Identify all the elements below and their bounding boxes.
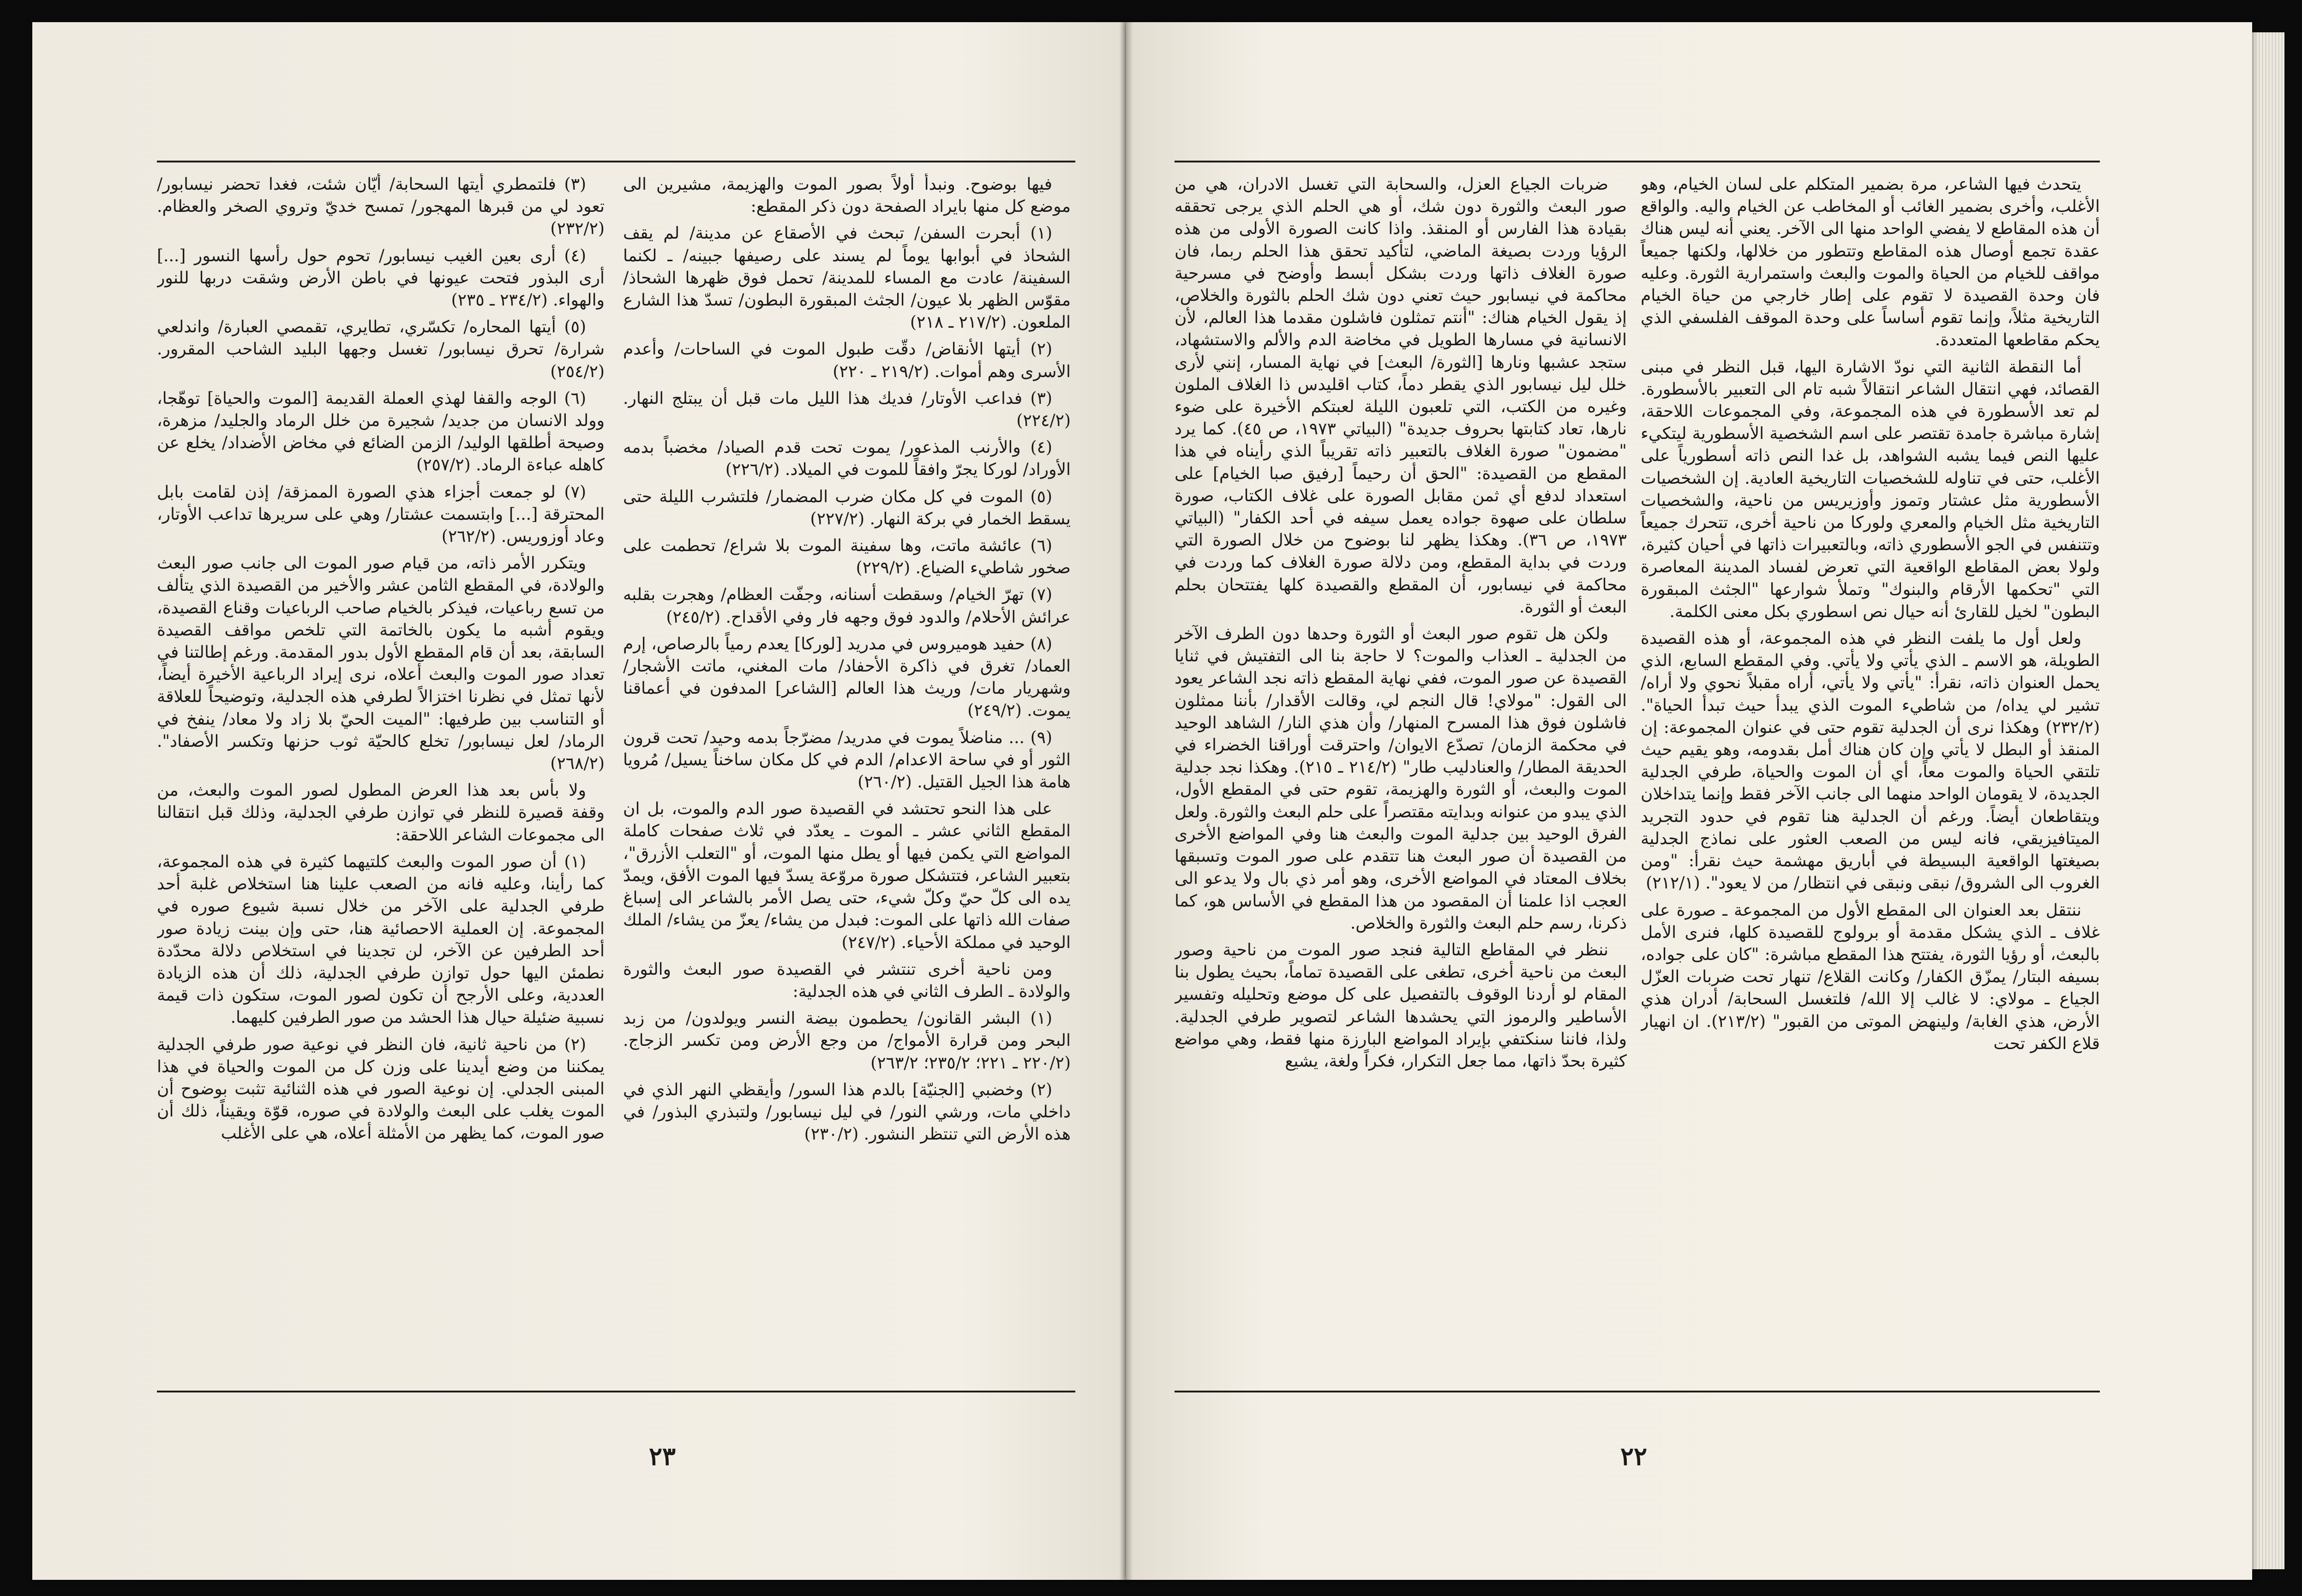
right-page-column-right: [1641, 174, 2100, 1383]
paragraph: (٣) فلتمطري أيتها السحابة/ أيّان شئت، فغدا تحضر نيسابور/ تعود لي من قبرها المهجور/ تمسح خديّ وتروي الصخر والعظام. (٢٣٢/٢): [157, 175, 605, 239]
paragraph: (٧) تهرّ الخيام/ وسقطت أسنانه، وجفّت العظام/ وهجرت بقلبه عرائش الأحلام/ والدود فوق وجهه فار وفي الأقداح. (٢٤٥/٢): [623, 585, 1071, 627]
paragraph: (٦) عائشة ماتت، وها سفينة الموت بلا شراع/ تحطمت على صخور شاطيء الضياع. (٢٢٩/٢): [623, 536, 1071, 578]
paragraph: أما النقطة الثانية التي نودّ الاشارة اليها، قبل النظر في مبنى القصائد، فهي انتقال الشاعر انتقالاً شبه تام الى التعبير بالأسطورة. لم تعد الأسطورة في هذه المجموعة، وفي المجموعات اللاحقة، إشارة مباشرة جامدة تقتصر على اسم الشخصية الأسطورية ليتكيء عليها النص فيما يشبه الشواهد، بل غدا النص ذاته أسطورياً على الأغلب، حتى في تناوله للشخصيات التاريخية العادية. إن الشخصيات الأسطورية مثل عشتار وتموز وأوزيريس من ناحية، والشخصيات التاريخية مثل الخيام والمعري ولوركا من ناحية أخرى، تتحرك جميعاً وتتنفس في الجو الأسطوري ذاته، وبالتعبيرات ذاتها في أحيان كثيرة، ولولا بعض المقاطع الواقعية التي تعرض لفساد المدينة المعاصرة التي "تحكمها الأرقام والبنوك" وتملأ شوارعها "الجثث المبقورة البطون" لخيل للقارئ أنه حيال نص اسطوري بكل معنى الكلمة.: [1641, 357, 2100, 621]
paragraph: (٦) الوجه والقفا لهذي العملة القديمة [الموت والحياة] توهّجا، وولد الانسان من جديد/ شجيرة من خلل الرماد والجليد/ مزهرة، وصيحة أطلقها الوليد/ الزمن الضائع في مخاض الأضداد/ يخلع عن كاهله عباءة الرماد. (٢٥٧/٢): [157, 389, 605, 475]
paragraph: (٥) الموت في كل مكان ضرب المضمار/ فلتشرب الليلة حتى يسقط الخمار في بركة النهار. (٢٢٧/٢): [623, 487, 1071, 528]
paragraph: (٥) أيتها المحاره/ تكسّري، تطايري، تقمصي العبارة/ واندلعي شرارة/ تحرق نيسابور/ تغسل وجهها البليد الشاحب المقرور. (٢٥٤/٢): [157, 318, 605, 381]
paragraph: ولا بأس بعد هذا العرض المطول لصور الموت والبعث، من وقفة قصيرة للنظر في توازن طرفي الجدلية، وذلك قبل انتقالنا الى مجموعات الشاعر اللاحقة:: [157, 781, 605, 845]
left-page-column-right: [623, 174, 1071, 1383]
paragraph: (٤) أرى بعين الغيب نيسابور/ تحوم حول رأسها النسور [...] أرى البذور فتحت عيونها في باطن الأرض وشقت دربها للنور والهواء. (٢٣٤/٢ ـ ٢٣٥): [157, 246, 605, 310]
paragraph: على هذا النحو تحتشد في القصيدة صور الدم والموت، بل ان المقطع الثاني عشر ـ الموت ـ يعدّد في ثلاث صفحات كاملة المواضع التي يكمن فيها أو يطل منها الموت، أو "التعلب الأزرق"، بتعبير الشاعر، فتتشكل صورة مروّعة يسدّ فيها الموت الأفق، ويمدّ يده الى كلّ حيّ وكلّ شيء، حتى يصل الأمر بالشاعر الى إسباغ صفات الله ذاتها على الموت: فبدل من يشاء/ يعزّ من يشاء/ الملك الوحيد في مملكة الأحياء. (٢٤٧/٢): [623, 799, 1071, 952]
paragraph: ضربات الجياع العزل، والسحابة التي تغسل الادران، هي من صور البعث والثورة دون شك، أو هي الحلم الذي يرجى تحققه بقيادة هذا الفارس أو المنقذ. واذا كانت الصورة الأولى من هذه الرؤيا وردت بصيغة الماضي، لتأكيد تحقق هذا الحلم ربما، فان صورة الغلاف ذاتها وردت بشكل أبسط وأوضح في مسرحية محاكمة في نيسابور حيث تعني دون شك الحلم بالثورة والخلاص، إذ يقول الخيام هناك: "أنتم تمثلون فاشلون مقدما هذا العالم، لأن الانسانية في مسارها الطويل في مخاضة الدم والألم والاستشهاد، ستجد عشبها ونارها [الثورة/ البعث] في نهاية المسار، إنني لأرى خلل ليل نيسابور الذي يقطر دماً، كتاب اقليدس ذا الغلاف الملون وغيره من الكتب، التي تلعبون الليلة لعبتكم الأخيرة على ضوء نارها، تعاد كتابتها بحروف جديدة" (البياتي ١٩٧٣، ص ٤٥). كما يرد "مضمون" صورة الغلاف بالتعبير ذاته تقريباً الذي رأيناه في هذا المقطع من القصيدة: "الحق أن رحيماً [رفيق صبا الخيام] على استعداد لدفع أي ثمن مقابل الصورة على غلاف الكتاب، صورة سلطان على صهوة جواده يعمل سيفه في أحد الكفار" (البياتي ١٩٧٣، ص ٣٦). وهكذا يظهر لنا بوضوح من خلال الصورة التي وردت في بداية المقطع، ومن دلالة صورة الغلاف كما وردت في محاكمة في نيسابور، أن المقطع والقصيدة كلها يفتتحان بحلم البعث أو الثورة.: [1175, 175, 1627, 617]
left-page-column-left: [157, 174, 605, 1383]
spine-shadow: [1119, 22, 1133, 1580]
paragraph: ومن ناحية أخرى تنتشر في القصيدة صور البعث والثورة والولادة ـ الطرف الثاني في هذه الجدلية:: [623, 960, 1071, 1001]
paragraph: (٨) حفيد هوميروس في مدريد [لوركا] يعدم رمياً بالرصاص، إرم العماد/ تغرق في ذاكرة الأحفاد/ مات المغني، ماتت الأشجار/ وشهريار مات/ وريث هذا العالم [الشاعر] المدفون في أعماقنا يموت. (٢٤٩/٢): [623, 634, 1071, 720]
bottom-rule: [1175, 1391, 2100, 1392]
paragraph: (٢) وخضبي [الجنيّة] بالدم هذا السور/ وأيقظي النهر الذي في داخلي مات، ورشي النور/ في ليل نيسابور/ ولتبذري البذور/ في هذه الأرض التي تنتظر النشور. (٢٣٠/٢): [623, 1080, 1071, 1144]
paragraph: ولعل أول ما يلفت النظر في هذه المجموعة، أو هذه القصيدة الطويلة، هو الاسم ـ الذي يأتي ولا يأتي. وفي المقطع السابع، الذي يحمل العنوان ذاته، نقرأ: "يأتي ولا يأتي، أراه مقبلاً نحوي ولا أراه/ تشير لي يداه/ من شاطيء الموت الذي يبدأ حيث تبدأ الحياة". (٢٣٢/٢) وهكذا نرى أن الجدلية تقوم حتى في عنوان المجموعة: إن المنقذ أو البطل لا يأتي وإن كان هناك أمل بقدومه، وهو يقيم حيث تلتقي الحياة والموت معاً، أي أن الموت والحياة، طرفي الجدلية الجديدة، لا يقومان الواحد منهما الى جانب الآخر فقط وإنما يتداخلان ويتقاطعان أيضاً. ورغم أن الجدلية هنا تقوم في حدود التجريد الميتافيزيقي، فانه ليس من الصعب العثور على نماذج الجدلية بصيغتها الواقعية البسيطة في أباريق مهشمة حيث نقرأ: "ومن الغروب الى الشروق/ نبقى ونبقى في انتظار/ من لا يعود". (٢١٢/١): [1641, 629, 2100, 893]
paragraph: (١) أن صور الموت والبعث كلتيهما كثيرة في هذه المجموعة، كما رأينا، وعليه فانه من الصعب علينا هنا استخلاص غلبة أحد طرفي الجدلية على الآخر من خلال نسبة شيوع صوره في المجموعة. إن العملية الاحصائية هنا، حتى وإن بينت زيادة صور أحد الطرفين عن الآخر، لن تجدينا في استخلاص دلالة محدّدة نطمئن اليها حول توازن طرفي الجدلية، ذلك أن هذه الزيادة العددية، وعلى الأرجح أن تكون لصور الموت، ستكون ذات قيمة نسبية ضئيلة حيال هذا الحشد من صور الطرفين كليهما.: [157, 852, 605, 1027]
paragraph: (٢) من ناحية ثانية، فان النظر في نوعية صور طرفي الجدلية يمكننا من وضع أيدينا على وزن كل من الموت والحياة في هذا المبنى الجدلي. إن نوعية الصور في هذه الثنائية تثبت بوضوح أن الموت يغلب على البعث والولادة في صوره، قوّة ويقيناً، ذلك أن صور الموت، كما يظهر من الأمثلة أعلاه، هي على الأغلب: [157, 1035, 605, 1143]
paragraph: فيها بوضوح. ونبدأ أولاً بصور الموت والهزيمة، مشيرين الى موضع كل منها بايراد الصفحة دون ذكر المقطع:: [623, 175, 1071, 216]
paragraph: (٣) فداعب الأوتار/ فديك هذا الليل مات قبل أن يبتلج النهار. (٢٢٤/٢): [623, 389, 1071, 431]
paragraph: (١) أبحرت السفن/ تبحث في الأصقاع عن مدينة/ لم يقف الشحاذ في أبوابها يوماً لم يسند على رصيفها جبينه/ ـ لكنما السفينة/ عادت مع المساء للمدينة/ تحمل فوق ظهرها الشحاذ/ مقوّس الظهر بلا عيون/ الجثث المبقورة البطون/ تسدّ هذا الشارع الملعون. (٢١٧/٢ ـ ٢١٨): [623, 224, 1071, 332]
paragraph: ولكن هل تقوم صور البعث أو الثورة وحدها دون الطرف الآخر من الجدلية ـ العذاب والموت؟ لا حاجة بنا الى التفتيش في ثنايا القصيدة عن صور الموت، ففي نهاية المقطع ذاته نجد الشاعر يعود الى القول: "مولاي! قال النجم لي، وقالت الأقدار/ بأننا ممثلون فاشلون فوق هذا المسرح المنهار/ وأن هذي النار/ الشاهد الوحيد في محكمة الزمان/ تصدّع الايوان/ واحترقت أوراقنا الخضراء في الحديقة المطار/ والعنادليب طار" (٢١٤/٢ ـ ٢١٥). وهكذا نجد جدلية الموت والبعث، أو الثورة والهزيمة، تقوم حتى في المقطع الأول، الذي يبدو من عنوانه وبدايته مقتصراً على حلم البعث والثورة. ولعل الفرق الوحيد بين جدلية الموت والبعث هنا وفي المواضع الأخرى من القصيدة أن صور البعث هنا تتقدم على صور الموت وتسبقها بخلاف المعتاد في المواضع الأخرى، وهو أمر ذي بال ولا يدعو الى العجب اذا علمنا أن المقصود من هذا المقطع في الأساس هو، كما ذكرنا، رسم حلم البعث والثورة والخلاص.: [1175, 624, 1627, 933]
top-rule: [157, 161, 1075, 162]
paragraph: يتحدث فيها الشاعر، مرة بضمير المتكلم على لسان الخيام، وهو الأغلب، وأخرى بضمير الغائب أو المخاطب عن الخيام واليه. والواقع أن هذه المقاطع لا يفضي الواحد منها الى الآخر. يعني أنه ليس هناك عقدة تجمع أوصال هذه المقاطع وتتطور من خلالها، ولكنها جميعاً مواقف للخيام من الحياة والموت والبعث واستمرارية الثورة. وعليه فان وحدة القصيدة لا تقوم على إطار خارجي من حياة الخيام التاريخية مثلاً، وإنما تقوم أساساً على وحدة الموقف الفلسفي الذي يحكم مقاطعها المتعددة.: [1641, 175, 2100, 350]
page-number: ٢٣: [648, 1441, 676, 1471]
paragraph: ويتكرر الأمر ذاته، من قيام صور الموت الى جانب صور البعث والولادة، في المقطع الثامن عشر والأخير من القصيدة الذي يتألف من تسع رباعيات، فيذكر بالخيام صاحب الرباعيات وقناع القصيدة، ويقوم أشبه ما يكون بالخاتمة التي تلخص مواقف القصيدة السابقة، بعد أن قام المقطع الأول بدور المقدمة. ورغم إطالتنا في تعداد صور الموت والبعث أعلاه، نرى إيراد الرباعية الأخيرة أيضاً، لأنها تمثل في نظرنا اختزالاً لطرفي هذه الجدلية، وتوضيحاً للعلاقة أو التناسب بين طرفيها: "الميت الحيّ بلا زاد ولا معاد/ ينفخ في الرماد/ لعل نيسابور/ تخلع كالحيّة ثوب حزنها وتكسر الأصفاد". (٢٦٨/٢): [157, 554, 605, 774]
left-page: [32, 22, 1126, 1580]
paragraph: (٩) ... مناضلاً يموت في مدريد/ مضرّجاً بدمه وحيد/ تحت قرون الثور أو في ساحة الاعدام/ الدم في كل مكان ساخناً يسيل/ مُرويا هامة هذا الجيل القتيل. (٢٦٠/٢): [623, 728, 1071, 792]
top-rule: [1175, 161, 2100, 162]
right-page-column-left: [1175, 174, 1627, 1383]
paragraph: ننتقل بعد العنوان الى المقطع الأول من المجموعة ـ صورة على غلاف ـ الذي يشكل مقدمة أو برولوج للقصيدة كلها، فنرى الأمل بالبعث، أو رؤيا الثورة، يفتتح هذا المقطع مباشرة: "كان على جواده، بسيفه البتار/ يمزّق الكفار/ وكانت القلاع/ تنهار تحت ضربات العزّل الجياع ـ مولاي: لا غالب إلا الله/ فلتغسل السحابة/ أدران هذي الأرض، هذي الغابة/ ولينهض الموتى من القبور" (٢١٣/٢). ان انهيار قلاع الكفر تحت: [1641, 900, 2100, 1053]
page-number: ٢٢: [1620, 1441, 1647, 1471]
page-edges: [2252, 32, 2284, 1569]
paragraph: (٤) والأرنب المذعور/ يموت تحت قدم الصياد/ مخضباً بدمه الأوراد/ لوركا يجرّ وافقاً للموت في الميلاد. (٢٢٦/٢): [623, 438, 1071, 480]
bottom-rule: [157, 1391, 1075, 1392]
paragraph: (٧) لو جمعت أجزاء هذي الصورة الممزقة/ إذن لقامت بابل المحترقة [...] وابتسمت عشتار/ وهي على سريرها تداعب الأوتار، وعاد أوزوريس. (٢٦٢/٢): [157, 482, 605, 546]
paragraph: ننظر في المقاطع التالية فنجد صور الموت من ناحية وصور البعث من ناحية أخرى، تطغى على القصيدة تماماً، بحيث يطول بنا المقام لو أردنا الوقوف بالتفصيل على كل موضع وتحليله وتفسير الأساطير والرموز التي يحشدها الشاعر لتصوير طرفي الجدلية. ولذا، فاننا سنكتفي بإيراد المواضع البارزة منها فقط، وهي مواضع كثيرة بحدّ ذاتها، مما جعل التكرار، فكراً ولغة، يشيع: [1175, 940, 1627, 1071]
paragraph: (٢) أيتها الأنقاض/ دقّت طبول الموت في الساحات/ وأعدم الأسرى وهم أموات. (٢١٩/٢ ـ ٢٢٠): [623, 340, 1071, 381]
paragraph: (١) البشر القانون/ يحطمون بيضة النسر ويولدون/ من زبد البحر ومن قرارة الأمواج/ من وجع الأرض ومن تكسر الزجاج. (٢٢٠/٢ ـ ٢٢١؛ ٢٣٥/٢؛ ٢٦٣/٢): [623, 1009, 1071, 1073]
right-page: [1126, 22, 2252, 1580]
